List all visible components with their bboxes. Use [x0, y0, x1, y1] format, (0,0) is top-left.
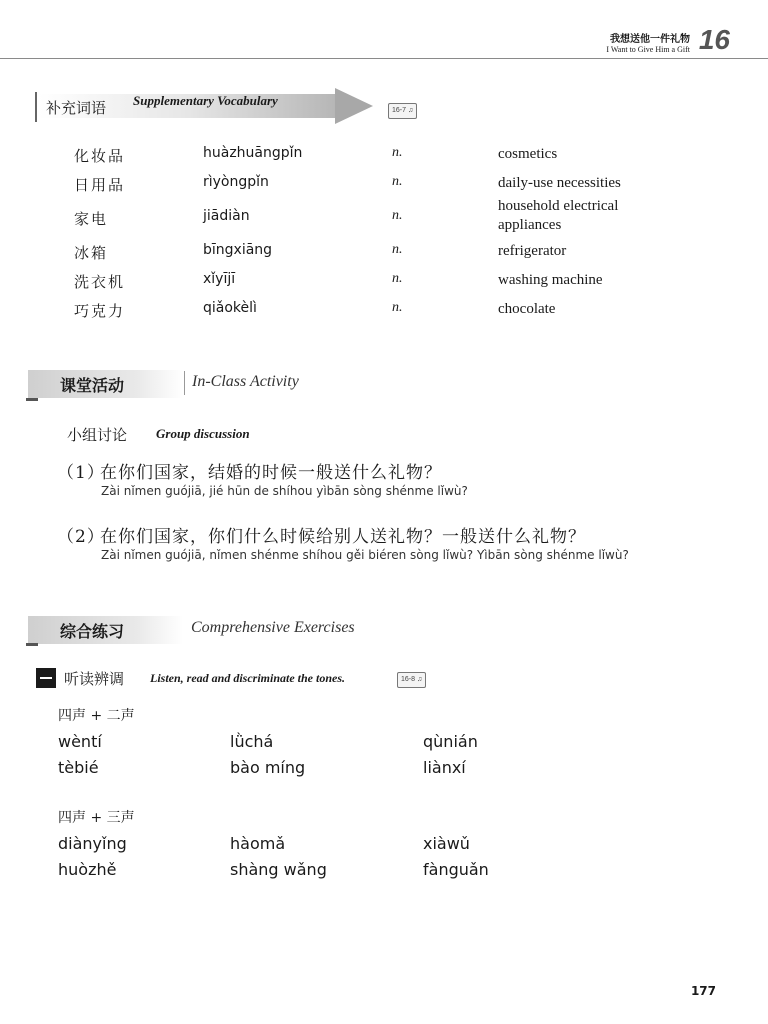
vocab-en: cosmetics: [498, 146, 558, 162]
vocab-cn: 洗衣机: [74, 273, 126, 291]
vocab-pinyin: qiǎokèlì: [203, 300, 257, 316]
vocab-cn: 巧克力: [74, 302, 126, 320]
vocab-en: washing machine: [498, 272, 603, 288]
vocab-row: [0, 198, 768, 234]
vocab-pos: n.: [392, 208, 403, 223]
vocab-cn: 日用品: [74, 176, 126, 194]
page-number: 177: [690, 984, 716, 998]
exercises-title-cn: 综合练习: [60, 622, 125, 641]
vocab-pos: n.: [392, 271, 403, 286]
question-number: （2）: [57, 527, 105, 547]
vocab-pinyin: xǐyījī: [203, 271, 236, 287]
section-tick: [26, 643, 38, 646]
header-rule: [0, 58, 768, 59]
chapter-number: 16: [698, 24, 730, 55]
vocab-en: refrigerator: [498, 243, 567, 259]
group-discussion-en: Group discussion: [156, 426, 250, 441]
vocab-pos: n.: [392, 242, 403, 257]
vocab-pinyin: jiādiàn: [203, 208, 250, 224]
vocab-row: [0, 145, 768, 171]
question-pinyin: Zài nǐmen guójiā, jié hūn de shíhou yìbān sòng shénme lǐwù?: [101, 484, 468, 498]
vocab-row: [0, 300, 768, 326]
track-label: 16-7: [392, 107, 407, 114]
question-cn: 在你们国家，结婚的时候一般送什么礼物？: [100, 463, 442, 483]
vocab-pinyin: bīngxiāng: [203, 242, 273, 258]
question-pinyin: Zài nǐmen guójiā, nǐmen shénme shíhou gěi biéren sòng lǐwù? Yìbān sòng shénme lǐwù?: [101, 548, 629, 562]
chapter-title-en: I Want to Give Him a Gift: [606, 45, 690, 54]
question-cn: 在你们国家，你们什么时候给别人送礼物？一般送什么礼物？: [100, 527, 586, 547]
tone-word: diànyǐng: [58, 834, 127, 853]
tone-word: fànguǎn: [423, 860, 489, 879]
vocab-pos: n.: [392, 300, 403, 315]
group-discussion-cn: 小组讨论: [67, 426, 128, 444]
chapter-title-cn: 我想送他一件礼物: [610, 34, 690, 45]
in-class-title-en: In-Class Activity: [192, 373, 299, 390]
section-divider: [184, 371, 185, 395]
tone-word: shàng wǎng: [230, 860, 327, 879]
exercise-1-label-cn: 听读辨调: [64, 670, 125, 688]
audio-track-icon[interactable]: 16-7 ♫: [388, 103, 417, 119]
vocab-pinyin: rìyòngpǐn: [203, 174, 269, 190]
audio-track-icon[interactable]: 16-8 ♫: [397, 672, 426, 688]
question-number: （1）: [57, 463, 105, 483]
vocab-pos: n.: [392, 145, 403, 160]
exercises-title-en: Comprehensive Exercises: [191, 619, 355, 636]
in-class-title-cn: 课堂活动: [60, 376, 125, 395]
vocab-en: household electrical appliances: [498, 198, 619, 233]
vocab-cn: 冰箱: [74, 244, 109, 262]
exercise-number-dash: [40, 677, 52, 679]
tone-group-head: 四声 + 二声: [58, 708, 135, 724]
supplementary-title-cn: 补充词语: [46, 99, 107, 117]
tone-word: wèntí: [58, 732, 102, 751]
exercise-1-label-en: Listen, read and discriminate the tones.: [150, 671, 346, 685]
tone-word: xiàwǔ: [423, 834, 470, 853]
supplementary-title-en: Supplementary Vocabulary: [133, 93, 278, 108]
tone-word: qùnián: [423, 732, 478, 751]
section-tick: [26, 398, 38, 401]
vocab-cn: 家电: [74, 210, 109, 228]
vocab-pinyin: huàzhuāngpǐn: [203, 145, 303, 161]
vocab-en: chocolate: [498, 301, 556, 317]
tone-word: liànxí: [423, 758, 466, 777]
track-label: 16-8: [401, 676, 416, 683]
tone-word: hàomǎ: [230, 834, 286, 853]
tone-word: tèbié: [58, 758, 99, 777]
vocab-row: [0, 271, 768, 297]
vocab-row: [0, 242, 768, 268]
tone-group-head: 四声 + 三声: [58, 810, 135, 826]
tone-word: huòzhě: [58, 860, 117, 879]
tone-word: bào míng: [230, 758, 306, 777]
vocab-en: daily-use necessities: [498, 175, 621, 191]
tone-word: lǜchá: [230, 732, 274, 751]
vocab-cn: 化妆品: [74, 147, 126, 165]
vocab-pos: n.: [392, 174, 403, 189]
